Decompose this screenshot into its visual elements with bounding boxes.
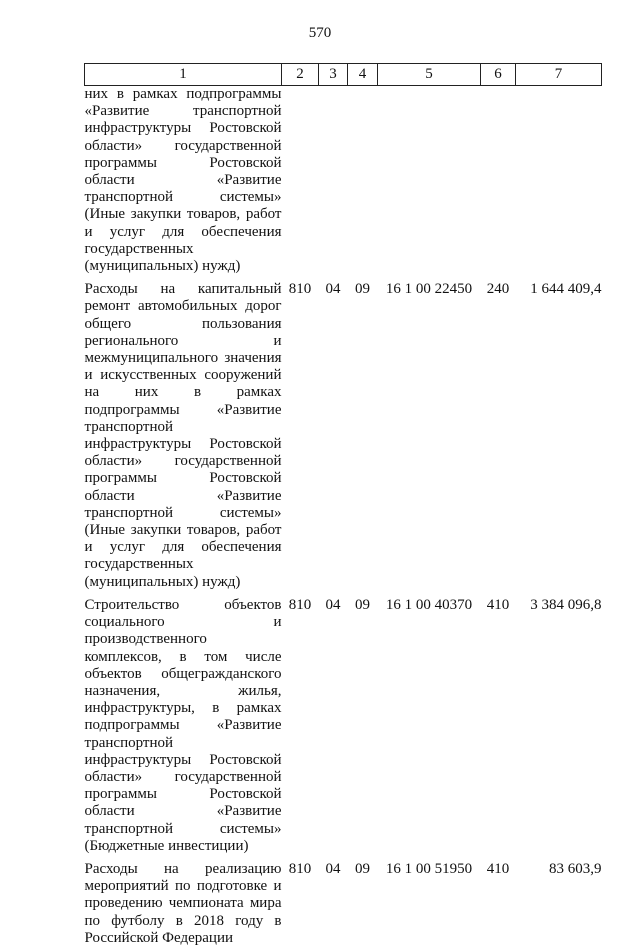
- row-expense-type: 410: [486, 596, 510, 613]
- table-row: [85, 281, 602, 597]
- budget-table: [84, 63, 602, 947]
- row-expense-type: 410: [486, 860, 510, 877]
- row-section-code: 04: [325, 596, 341, 613]
- table-row: [85, 597, 602, 861]
- row-subsection-code: 09: [355, 596, 370, 613]
- column-header-2: 2: [282, 64, 319, 86]
- row-description: них в рамках подпрограммы «Развитие транспортной инфраструктуры Ростовской области» государственной программы Ростовской области «Развитие транспортной системы» (Иные закупки товаров, работ и услуг для обеспечения государственных (муниципальных) нужд): [84, 86, 282, 275]
- row-amount: 83 603,9: [549, 860, 602, 877]
- row-description: Расходы на реализацию мероприятий по подготовке и проведению чемпионата мира по футболу в 2018 году в Российской Федерации: [84, 860, 282, 946]
- row-target-code: 16 1 00 22450: [385, 281, 473, 298]
- row-ministry-code: [282, 86, 319, 282]
- row-section-code: 04: [325, 281, 341, 298]
- row-section-code: [319, 86, 348, 282]
- row-expense-type: 240: [486, 281, 510, 298]
- row-amount: 1 644 409,4: [530, 281, 602, 298]
- page-number: 570: [308, 25, 332, 41]
- table-row: [85, 86, 602, 282]
- row-target-code: [378, 86, 481, 282]
- column-header-6: 6: [481, 64, 516, 86]
- row-target-code: 16 1 00 40370: [385, 596, 473, 613]
- row-amount: [516, 86, 602, 282]
- row-description: Расходы на капитальный ремонт автомобильных дорог общего пользования регионального и межмуниципального значения и искусственных сооружений на них в рамках подпрограммы «Развитие транспортной инфраструктуры Ростовской области» государственной программы Ростовской области «Развитие транспортной системы» (Иные закупки товаров, работ и услуг для обеспечения государственных (муниципальных) нужд): [84, 281, 282, 590]
- table-header-row: [85, 64, 602, 86]
- column-header-3: 3: [319, 64, 348, 86]
- column-header-7: 7: [516, 64, 602, 86]
- column-header-4: 4: [348, 64, 378, 86]
- column-header-1: 1: [85, 64, 282, 86]
- row-subsection-code: 09: [355, 860, 370, 877]
- row-section-code: 04: [325, 860, 341, 877]
- row-expense-type: [481, 86, 516, 282]
- column-header-5: 5: [378, 64, 481, 86]
- row-target-code: 16 1 00 51950: [385, 860, 473, 877]
- row-description: Строительство объектов социального и производственного комплексов, в том числе объектов общегражданского назначения, жилья, инфраструктуры, в рамках подпрограммы «Развитие транспортной инфраструктуры Ростовской области» государственной программы Ростовской области «Развитие транспортной системы» (Бюджетные инвестиции): [84, 596, 282, 854]
- table-row: [85, 861, 602, 947]
- row-amount: 3 384 096,8: [530, 596, 602, 613]
- row-subsection-code: [348, 86, 378, 282]
- row-ministry-code: 810: [288, 596, 312, 613]
- row-subsection-code: 09: [355, 281, 370, 298]
- row-ministry-code: 810: [288, 281, 312, 298]
- row-ministry-code: 810: [288, 860, 312, 877]
